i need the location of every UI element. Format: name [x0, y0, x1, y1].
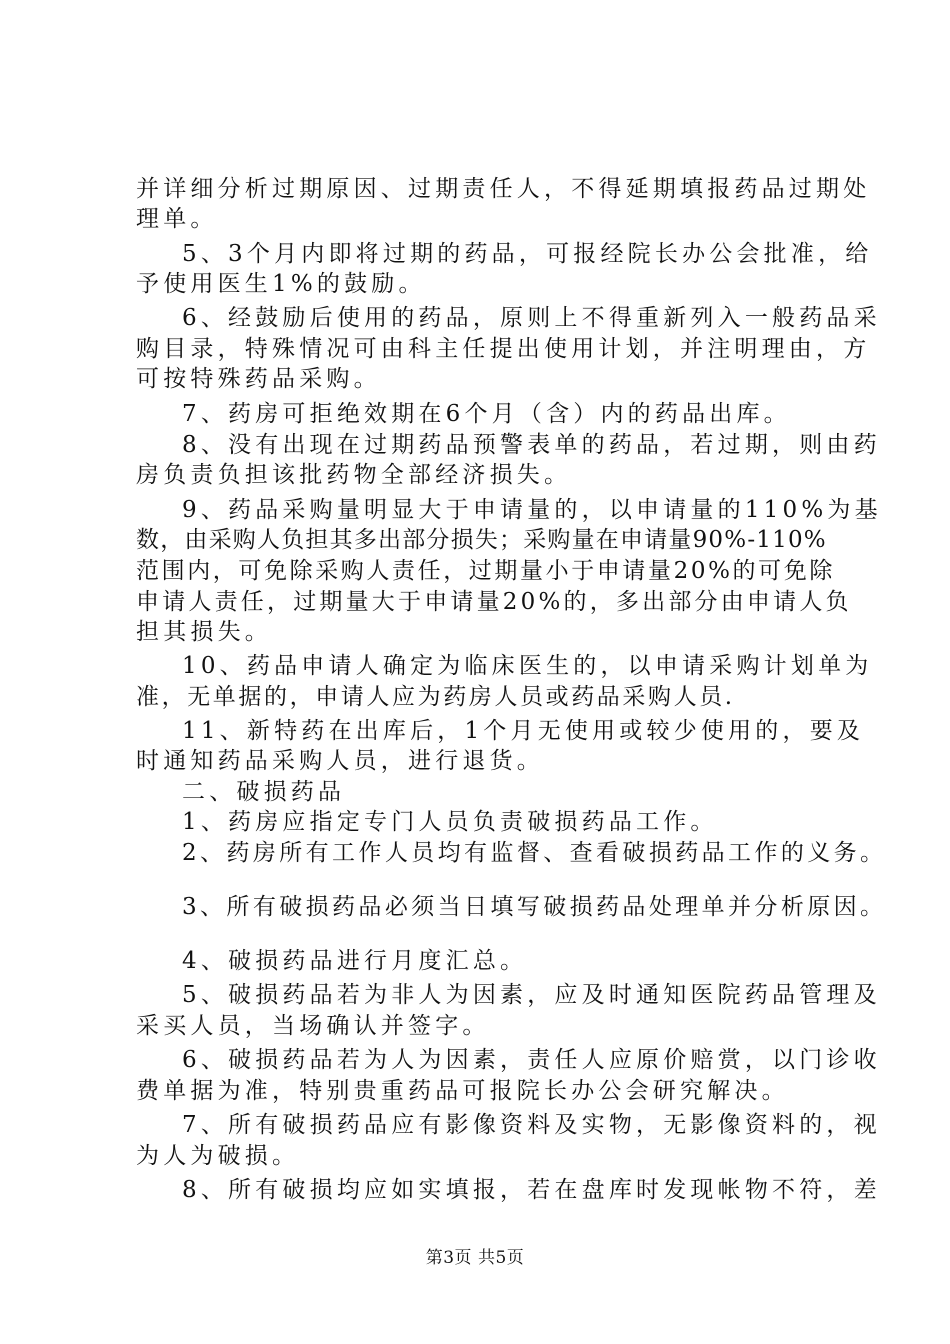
text-line: 7、所有破损药品应有影像资料及实物，无影像资料的，视	[182, 1112, 881, 1138]
text-line: 为人为破损。	[136, 1143, 300, 1169]
text-line: 范围内，可免除采购人责任，过期量小于申请量20%的可免除	[136, 558, 835, 584]
text-line: 8、所有破损均应如实填报，若在盘库时发现帐物不符，差	[182, 1177, 881, 1203]
text-line: 可按特殊药品采购。	[136, 366, 381, 392]
text-line: 5、破损药品若为非人为因素，应及时通知医院药品管理及	[182, 982, 881, 1008]
text-line: 数，由采购人负担其多出部分损失；采购量在申请量90%-110%	[136, 527, 827, 553]
text-line: 时通知药品采购人员，进行退货。	[136, 748, 544, 774]
text-line: 采买人员，当场确认并签字。	[136, 1013, 490, 1039]
text-line: 予使用医生1%的鼓励。	[136, 271, 426, 297]
text-line: 11、新特药在出库后，1个月无使用或较少使用的，要及	[182, 718, 865, 744]
text-line: 4、破损药品进行月度汇总。	[182, 948, 528, 974]
text-line: 申请人责任，过期量大于申请量20%的，多出部分由申请人负	[136, 589, 852, 615]
text-line: 6、破损药品若为人为因素，责任人应原价赔赏，以门诊收	[182, 1047, 881, 1073]
text-line: 2、药房所有工作人员均有监督、查看破损药品工作的义务。	[182, 840, 887, 866]
text-line: 3、所有破损药品必须当日填写破损药品处理单并分析原因。	[182, 894, 887, 920]
text-line: 费单据为准，特别贵重药品可报院长办公会研究解决。	[136, 1078, 789, 1104]
text-line: 理单。	[136, 206, 218, 232]
text-line: 10、药品申请人确定为临床医生的，以申请采购计划单为	[182, 653, 873, 679]
section-heading: 二、破损药品	[182, 779, 346, 805]
text-line: 9、药品采购量明显大于申请量的，以申请量的110%为基	[182, 497, 882, 523]
text-line: 1、药房应指定专门人员负责破损药品工作。	[182, 809, 718, 835]
text-line: 并详细分析过期原因、过期责任人，不得延期填报药品过期处	[136, 176, 871, 202]
text-line: 购目录，特殊情况可由科主任提出使用计划，并注明理由，方	[136, 336, 871, 362]
text-line: 担其损失。	[136, 619, 272, 645]
text-line: 5、3个月内即将过期的药品，可报经院长办公会批准，给	[182, 241, 873, 267]
text-line: 8、没有出现在过期药品预警表单的药品，若过期，则由药	[182, 432, 881, 458]
page-number: 第3页 共5页	[425, 1248, 525, 1268]
text-line: 7、药房可拒绝效期在6个月（含）内的药品出库。	[182, 401, 791, 427]
text-line: 房负责负担该批药物全部经济损失。	[136, 462, 572, 488]
text-line: 准，无单据的，申请人应为药房人员或药品采购人员.	[136, 684, 735, 710]
text-line: 6、经鼓励后使用的药品，原则上不得重新列入一般药品采	[182, 305, 881, 331]
